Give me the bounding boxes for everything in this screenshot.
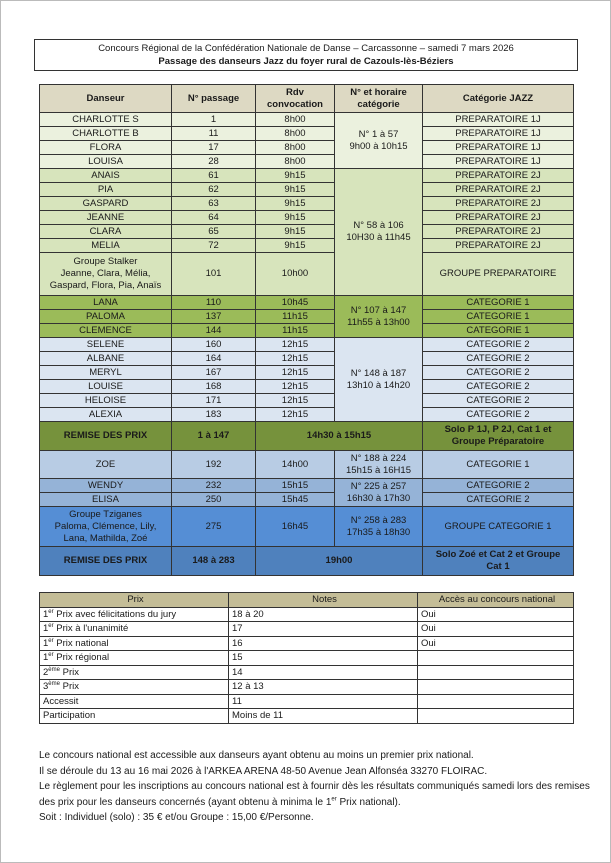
table-row (40, 253, 574, 296)
rdv-time: 8h00 (256, 155, 335, 169)
prize-name: Participation (43, 710, 96, 722)
col-header-notes: Notes (229, 593, 418, 608)
dancer-name: WENDY (40, 479, 172, 493)
prize-rank-suffix: er (48, 623, 54, 630)
passage-number: 137 (172, 310, 256, 324)
category-name: PREPARATOIRE 2J (423, 225, 574, 239)
category-name: PREPARATOIRE 2J (423, 197, 574, 211)
passage-number: 192 (172, 451, 256, 479)
remise-range: 1 à 147 (172, 422, 256, 451)
passage-number: 110 (172, 296, 256, 310)
rdv-time: 12h15 (256, 366, 335, 380)
document-title (34, 39, 578, 71)
dancer-name: ANAIS (40, 169, 172, 183)
category-name: GROUPE PREPARATOIRE (423, 253, 574, 296)
prize-label (40, 651, 229, 666)
passage-number: 167 (172, 366, 256, 380)
prize-rank-suffix: ème (48, 681, 60, 688)
prize-notes: 15 (229, 651, 418, 666)
category-slot: N° 225 à 257 16h30 à 17h30 (335, 479, 423, 507)
note-4: Soit : Individuel (solo) : 35 € et/ou Groupe : 15,00 €/Personne. (39, 812, 314, 823)
prize-name: Prix régional (53, 652, 110, 664)
prize-notes: 11 (229, 694, 418, 709)
rdv-time: 8h00 (256, 127, 335, 141)
prize-rank: 3 (43, 681, 49, 693)
rdv-time: 10h45 (256, 296, 335, 310)
rdv-time: 10h00 (256, 253, 335, 296)
remise-time: 14h30 à 15h15 (256, 422, 423, 451)
rdv-time: 8h00 (256, 113, 335, 127)
note-2: Il se déroule du 13 au 16 mai 2026 à l'ARKEA ARENA 48-50 Avenue Jean Alfonséa 33270 FLOIRAC. (39, 765, 488, 777)
table-row (40, 408, 574, 422)
table-row (40, 352, 574, 366)
category-name: PREPARATOIRE 2J (423, 169, 574, 183)
category-name: PREPARATOIRE 1J (423, 127, 574, 141)
dancer-name: Groupe Stalker Jeanne, Clara, Mélia, Gaspard, Flora, Pia, Anaïs (40, 253, 172, 296)
prize-label (40, 665, 229, 680)
passage-number: 250 (172, 493, 256, 507)
table-row (40, 324, 574, 338)
rdv-time: 11h15 (256, 310, 335, 324)
footer-notes (39, 748, 599, 826)
col-header-passage: N° passage (172, 85, 256, 113)
prize-rank: 1 (43, 652, 49, 664)
col-header-horaire: N° et horaire catégorie (335, 85, 423, 113)
category-name: PREPARATOIRE 2J (423, 239, 574, 253)
remise-categories: Solo Zoé et Cat 2 et Groupe Cat 1 (423, 547, 574, 576)
prize-notes: 17 (229, 622, 418, 637)
table-row (40, 451, 574, 479)
dancer-name: CHARLOTTE B (40, 127, 172, 141)
table-row (40, 197, 574, 211)
note-3-text: Le règlement pour les inscriptions au concours national est à fournir dès les résultats communiqués samedi lors des remises des prix pour les danseurs concernés (ayant obtenu à minima le 1 (39, 781, 590, 808)
rdv-time: 12h15 (256, 338, 335, 352)
prize-access (418, 651, 574, 666)
prize-row (40, 607, 574, 622)
title-line-1: Concours Régional de la Confédération Nationale de Danse – Carcassonne – samedi 7 mars 2026 (98, 43, 514, 54)
prize-access (418, 680, 574, 695)
prize-access: Oui (418, 607, 574, 622)
passage-number: 11 (172, 127, 256, 141)
dancer-name: MERYL (40, 366, 172, 380)
category-name: CATEGORIE 1 (423, 310, 574, 324)
schedule-header-row (40, 85, 574, 113)
prize-notes: 16 (229, 636, 418, 651)
note-3-sup: er (331, 796, 337, 803)
passage-number: 64 (172, 211, 256, 225)
table-row (40, 127, 574, 141)
note-3-end: Prix national). (336, 796, 401, 808)
dancer-name: HELOISE (40, 394, 172, 408)
rdv-time: 15h15 (256, 479, 335, 493)
prize-row (40, 709, 574, 724)
note-1: Le concours national est accessible aux danseurs ayant obtenu au moins un premier prix national. (39, 750, 474, 761)
passage-number: 160 (172, 338, 256, 352)
table-row (40, 479, 574, 493)
prize-access (418, 665, 574, 680)
col-header-acces: Accès au concours national (418, 593, 574, 608)
table-row (40, 296, 574, 310)
category-slot: N° 58 à 106 10H30 à 11h45 (335, 169, 423, 296)
rdv-time: 8h00 (256, 141, 335, 155)
passage-number: 144 (172, 324, 256, 338)
dancer-name: CHARLOTTE S (40, 113, 172, 127)
prize-rank: 2 (43, 666, 49, 678)
dancer-name: JEANNE (40, 211, 172, 225)
dancer-name: LOUISA (40, 155, 172, 169)
dancer-name: ALBANE (40, 352, 172, 366)
prize-label (40, 607, 229, 622)
dancer-name: GASPARD (40, 197, 172, 211)
prize-row (40, 680, 574, 695)
note-3 (39, 779, 599, 810)
prize-label (40, 622, 229, 637)
dancer-name: ALEXIA (40, 408, 172, 422)
category-name: PREPARATOIRE 1J (423, 155, 574, 169)
passage-number: 183 (172, 408, 256, 422)
prize-name: Accessit (43, 695, 79, 707)
table-row (40, 155, 574, 169)
category-name: CATEGORIE 2 (423, 380, 574, 394)
prize-notes: 14 (229, 665, 418, 680)
prize-name: Prix à l'unanimité (53, 623, 129, 635)
table-row (40, 183, 574, 197)
remise-range: 148 à 283 (172, 547, 256, 576)
category-slot: N° 188 à 224 15h15 à 16H15 (335, 451, 423, 479)
prize-rank-suffix: er (48, 608, 54, 615)
prize-access (418, 709, 574, 724)
dancer-name: MELIA (40, 239, 172, 253)
rdv-time: 12h15 (256, 408, 335, 422)
prize-label (40, 636, 229, 651)
dancer-name: ZOE (40, 451, 172, 479)
table-row (40, 141, 574, 155)
prize-header-row (40, 593, 574, 608)
prize-row (40, 622, 574, 637)
table-row (40, 507, 574, 547)
dancer-name: PIA (40, 183, 172, 197)
category-name: CATEGORIE 1 (423, 296, 574, 310)
table-row (40, 493, 574, 507)
prize-notes: 12 à 13 (229, 680, 418, 695)
category-name: CATEGORIE 2 (423, 408, 574, 422)
title-line-2: Passage des danseurs Jazz du foyer rural de Cazouls-lès-Béziers (158, 56, 454, 67)
prize-rank-suffix: er (48, 637, 54, 644)
dancer-name: FLORA (40, 141, 172, 155)
passage-number: 168 (172, 380, 256, 394)
passage-number: 65 (172, 225, 256, 239)
prize-label (40, 709, 229, 724)
category-name: CATEGORIE 2 (423, 338, 574, 352)
category-slot: N° 258 à 283 17h35 à 18h30 (335, 507, 423, 547)
dancer-name: LOUISE (40, 380, 172, 394)
prize-row (40, 636, 574, 651)
rdv-time: 14h00 (256, 451, 335, 479)
passage-number: 72 (172, 239, 256, 253)
table-row (40, 225, 574, 239)
category-name: CATEGORIE 2 (423, 493, 574, 507)
prize-notes: 18 à 20 (229, 607, 418, 622)
passage-number: 28 (172, 155, 256, 169)
category-name: CATEGORIE 2 (423, 366, 574, 380)
passage-number: 164 (172, 352, 256, 366)
passage-number: 61 (172, 169, 256, 183)
category-name: CATEGORIE 2 (423, 479, 574, 493)
prize-name: Prix national (53, 637, 109, 649)
prize-rank: 1 (43, 623, 49, 635)
table-row (40, 380, 574, 394)
category-name: CATEGORIE 1 (423, 324, 574, 338)
prize-row (40, 665, 574, 680)
prize-row (40, 651, 574, 666)
dancer-name: SELENE (40, 338, 172, 352)
col-header-danseur: Danseur (40, 85, 172, 113)
passage-number: 17 (172, 141, 256, 155)
category-name: CATEGORIE 2 (423, 394, 574, 408)
rdv-time: 9h15 (256, 211, 335, 225)
prize-access: Oui (418, 622, 574, 637)
prize-notes: Moins de 11 (229, 709, 418, 724)
prize-name: Prix avec félicitations du jury (53, 608, 177, 620)
prize-rank-suffix: ème (48, 666, 60, 673)
prize-rank-suffix: er (48, 652, 54, 659)
prize-table (39, 592, 574, 724)
dancer-name: CLARA (40, 225, 172, 239)
category-name: PREPARATOIRE 2J (423, 211, 574, 225)
rdv-time: 9h15 (256, 225, 335, 239)
schedule-table (39, 84, 574, 576)
rdv-time: 9h15 (256, 183, 335, 197)
dancer-name: CLEMENCE (40, 324, 172, 338)
prize-name: Prix (59, 681, 79, 693)
table-row (40, 113, 574, 127)
prize-access (418, 694, 574, 709)
col-header-categorie: Catégorie JAZZ (423, 85, 574, 113)
col-header-prix: Prix (40, 593, 229, 608)
remise-label: REMISE DES PRIX (40, 547, 172, 576)
category-name: CATEGORIE 1 (423, 451, 574, 479)
category-name: PREPARATOIRE 1J (423, 113, 574, 127)
rdv-time: 9h15 (256, 169, 335, 183)
table-row (40, 310, 574, 324)
remise-time: 19h00 (256, 547, 423, 576)
passage-number: 275 (172, 507, 256, 547)
rdv-time: 9h15 (256, 197, 335, 211)
prize-label (40, 694, 229, 709)
passage-number: 62 (172, 183, 256, 197)
rdv-time: 12h15 (256, 352, 335, 366)
remise-row (40, 547, 574, 576)
table-row (40, 239, 574, 253)
rdv-time: 11h15 (256, 324, 335, 338)
passage-number: 101 (172, 253, 256, 296)
prize-name: Prix (59, 666, 79, 678)
prize-label (40, 680, 229, 695)
dancer-name: Groupe Tziganes Paloma, Clémence, Lily, Lana, Mathilda, Zoé (40, 507, 172, 547)
dancer-name: LANA (40, 296, 172, 310)
remise-label: REMISE DES PRIX (40, 422, 172, 451)
table-row (40, 338, 574, 352)
remise-categories: Solo P 1J, P 2J, Cat 1 et Groupe Préparatoire (423, 422, 574, 451)
table-row (40, 211, 574, 225)
col-header-rdv: Rdv convocation (256, 85, 335, 113)
category-name: PREPARATOIRE 2J (423, 183, 574, 197)
table-row (40, 366, 574, 380)
category-name: GROUPE CATEGORIE 1 (423, 507, 574, 547)
rdv-time: 9h15 (256, 239, 335, 253)
prize-rank: 1 (43, 637, 49, 649)
rdv-time: 16h45 (256, 507, 335, 547)
passage-number: 1 (172, 113, 256, 127)
category-slot: N° 148 à 187 13h10 à 14h20 (335, 338, 423, 422)
passage-number: 171 (172, 394, 256, 408)
dancer-name: PALOMA (40, 310, 172, 324)
table-row (40, 394, 574, 408)
remise-row (40, 422, 574, 451)
passage-number: 63 (172, 197, 256, 211)
category-slot: N° 1 à 57 9h00 à 10h15 (335, 113, 423, 169)
rdv-time: 15h45 (256, 493, 335, 507)
category-name: PREPARATOIRE 1J (423, 141, 574, 155)
passage-number: 232 (172, 479, 256, 493)
table-row (40, 169, 574, 183)
dancer-name: ELISA (40, 493, 172, 507)
prize-access: Oui (418, 636, 574, 651)
category-slot: N° 107 à 147 11h55 à 13h00 (335, 296, 423, 338)
prize-row (40, 694, 574, 709)
category-name: CATEGORIE 2 (423, 352, 574, 366)
rdv-time: 12h15 (256, 380, 335, 394)
rdv-time: 12h15 (256, 394, 335, 408)
prize-rank: 1 (43, 608, 49, 620)
